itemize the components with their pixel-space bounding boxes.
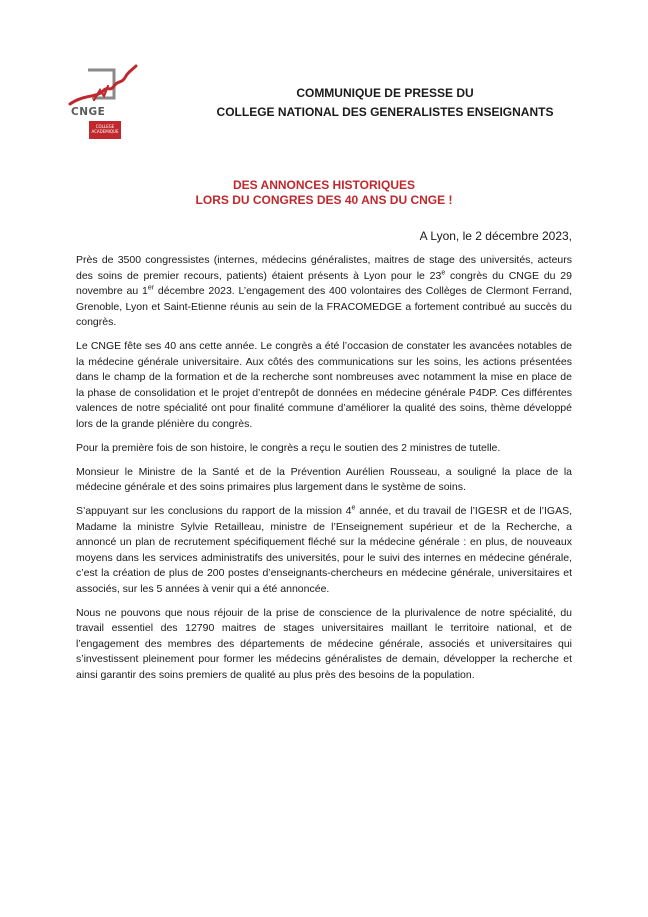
headline-line2: LORS DU CONGRES DES 40 ANS DU CNGE !	[195, 193, 453, 207]
paragraph-4: Monsieur le Ministre de la Santé et de la Prévention Aurélien Rousseau, a souligné la place de la médecine générale et des soins primaires plus largement dans le système de soins.	[76, 465, 572, 493]
p5-part-a: S’appuyant sur les conclusions du rapport de la mission 4	[76, 505, 352, 517]
p5-sup-1: e	[351, 504, 356, 512]
press-release-body	[76, 253, 572, 692]
paragraph-6: Nous ne pouvons que nous réjouir de la prise de conscience de la plurivalence de notre spécialité, du travail essentiel des 12790 maitres de stages universitaires maillant le territoire national, et de l’engagement des membres des départements de médecine générale, associés et universitaires qui s’investissent pleinement pour former les médecins généralistes de demain, développer la recherche et ainsi garantir des soins premiers de qualité au plus près des besoins de la population.	[76, 606, 572, 681]
dateline: A Lyon, le 2 décembre 2023,	[419, 229, 572, 243]
logo-badge-line1: COLLEGE	[95, 124, 115, 129]
p5-part-b: année, et du travail de l’IGESR et de l’IGAS, Madame la ministre Sylvie Retailleau, ministre de l’Enseignement supérieur et de la Recherche, a annoncé un plan de recrutement spécifiquement fléché sur la médecine générale : en plus, de nouveaux moyens dans les services administratifs des universités, pour le suivi des internes en médecine générale, c’est la création de plus de 200 postes d’enseignants-chercheurs en médecine générale, universitaires et associés, sur les 5 années à venir qui a été annoncée.	[76, 505, 572, 595]
p1-sup-1: e	[441, 269, 446, 276]
header-line2: COLLEGE NATIONAL DES GENERALISTES ENSEIGNANTS	[216, 105, 554, 119]
paragraph-3: Pour la première fois de son histoire, le congrès a reçu le soutien des 2 ministres de tutelle.	[76, 441, 501, 454]
paragraph-2: Le CNGE fête ses 40 ans cette année. Le congrès a été l’occasion de constater les avancées notables de la médecine générale universitaire. Aux côtés des communications sur les soins, les actions présentées dans le champ de la formation et de la recherche sont nombreuses avec notamment la mise en place de la phase de consolidation et le projet d’entrepôt de données en médecine générale P4DP. Ces différentes valences de notre spécialité ont pour finalité commune d’améliorer la qualité des soins, thème développé lors de la grande plénière du congrès.	[76, 340, 572, 430]
headline-line1: DES ANNONCES HISTORIQUES	[232, 178, 416, 192]
p1-part-b: congrès du CNGE du 29 novembre au 1	[76, 269, 572, 297]
cnge-logo	[64, 64, 144, 140]
logo-badge	[89, 121, 121, 139]
logo-badge-line2: ACADEMIQUE	[91, 129, 119, 134]
paragraph-5	[76, 504, 572, 597]
p1-part-c: décembre 2023. L’engagement des 400 volontaires des Collèges de Clermont Ferrand, Grenoble, Lyon et Saint-Etienne réunis au sein de la FRACOMEDGE a fortement contribué au succès du congrès.	[76, 285, 573, 328]
logo-wordmark: CNGE	[71, 106, 106, 118]
p1-sup-2: er	[147, 284, 155, 292]
header-line1: COMMUNIQUE DE PRESSE DU	[296, 86, 474, 100]
paragraph-1	[76, 253, 572, 331]
p1-part-a: Près de 3500 congressistes (internes, médecins généralistes, maitres de stage des universités, acteurs des soins de premier recours, patients) étaient présents à Lyon pour le 23	[76, 254, 572, 282]
